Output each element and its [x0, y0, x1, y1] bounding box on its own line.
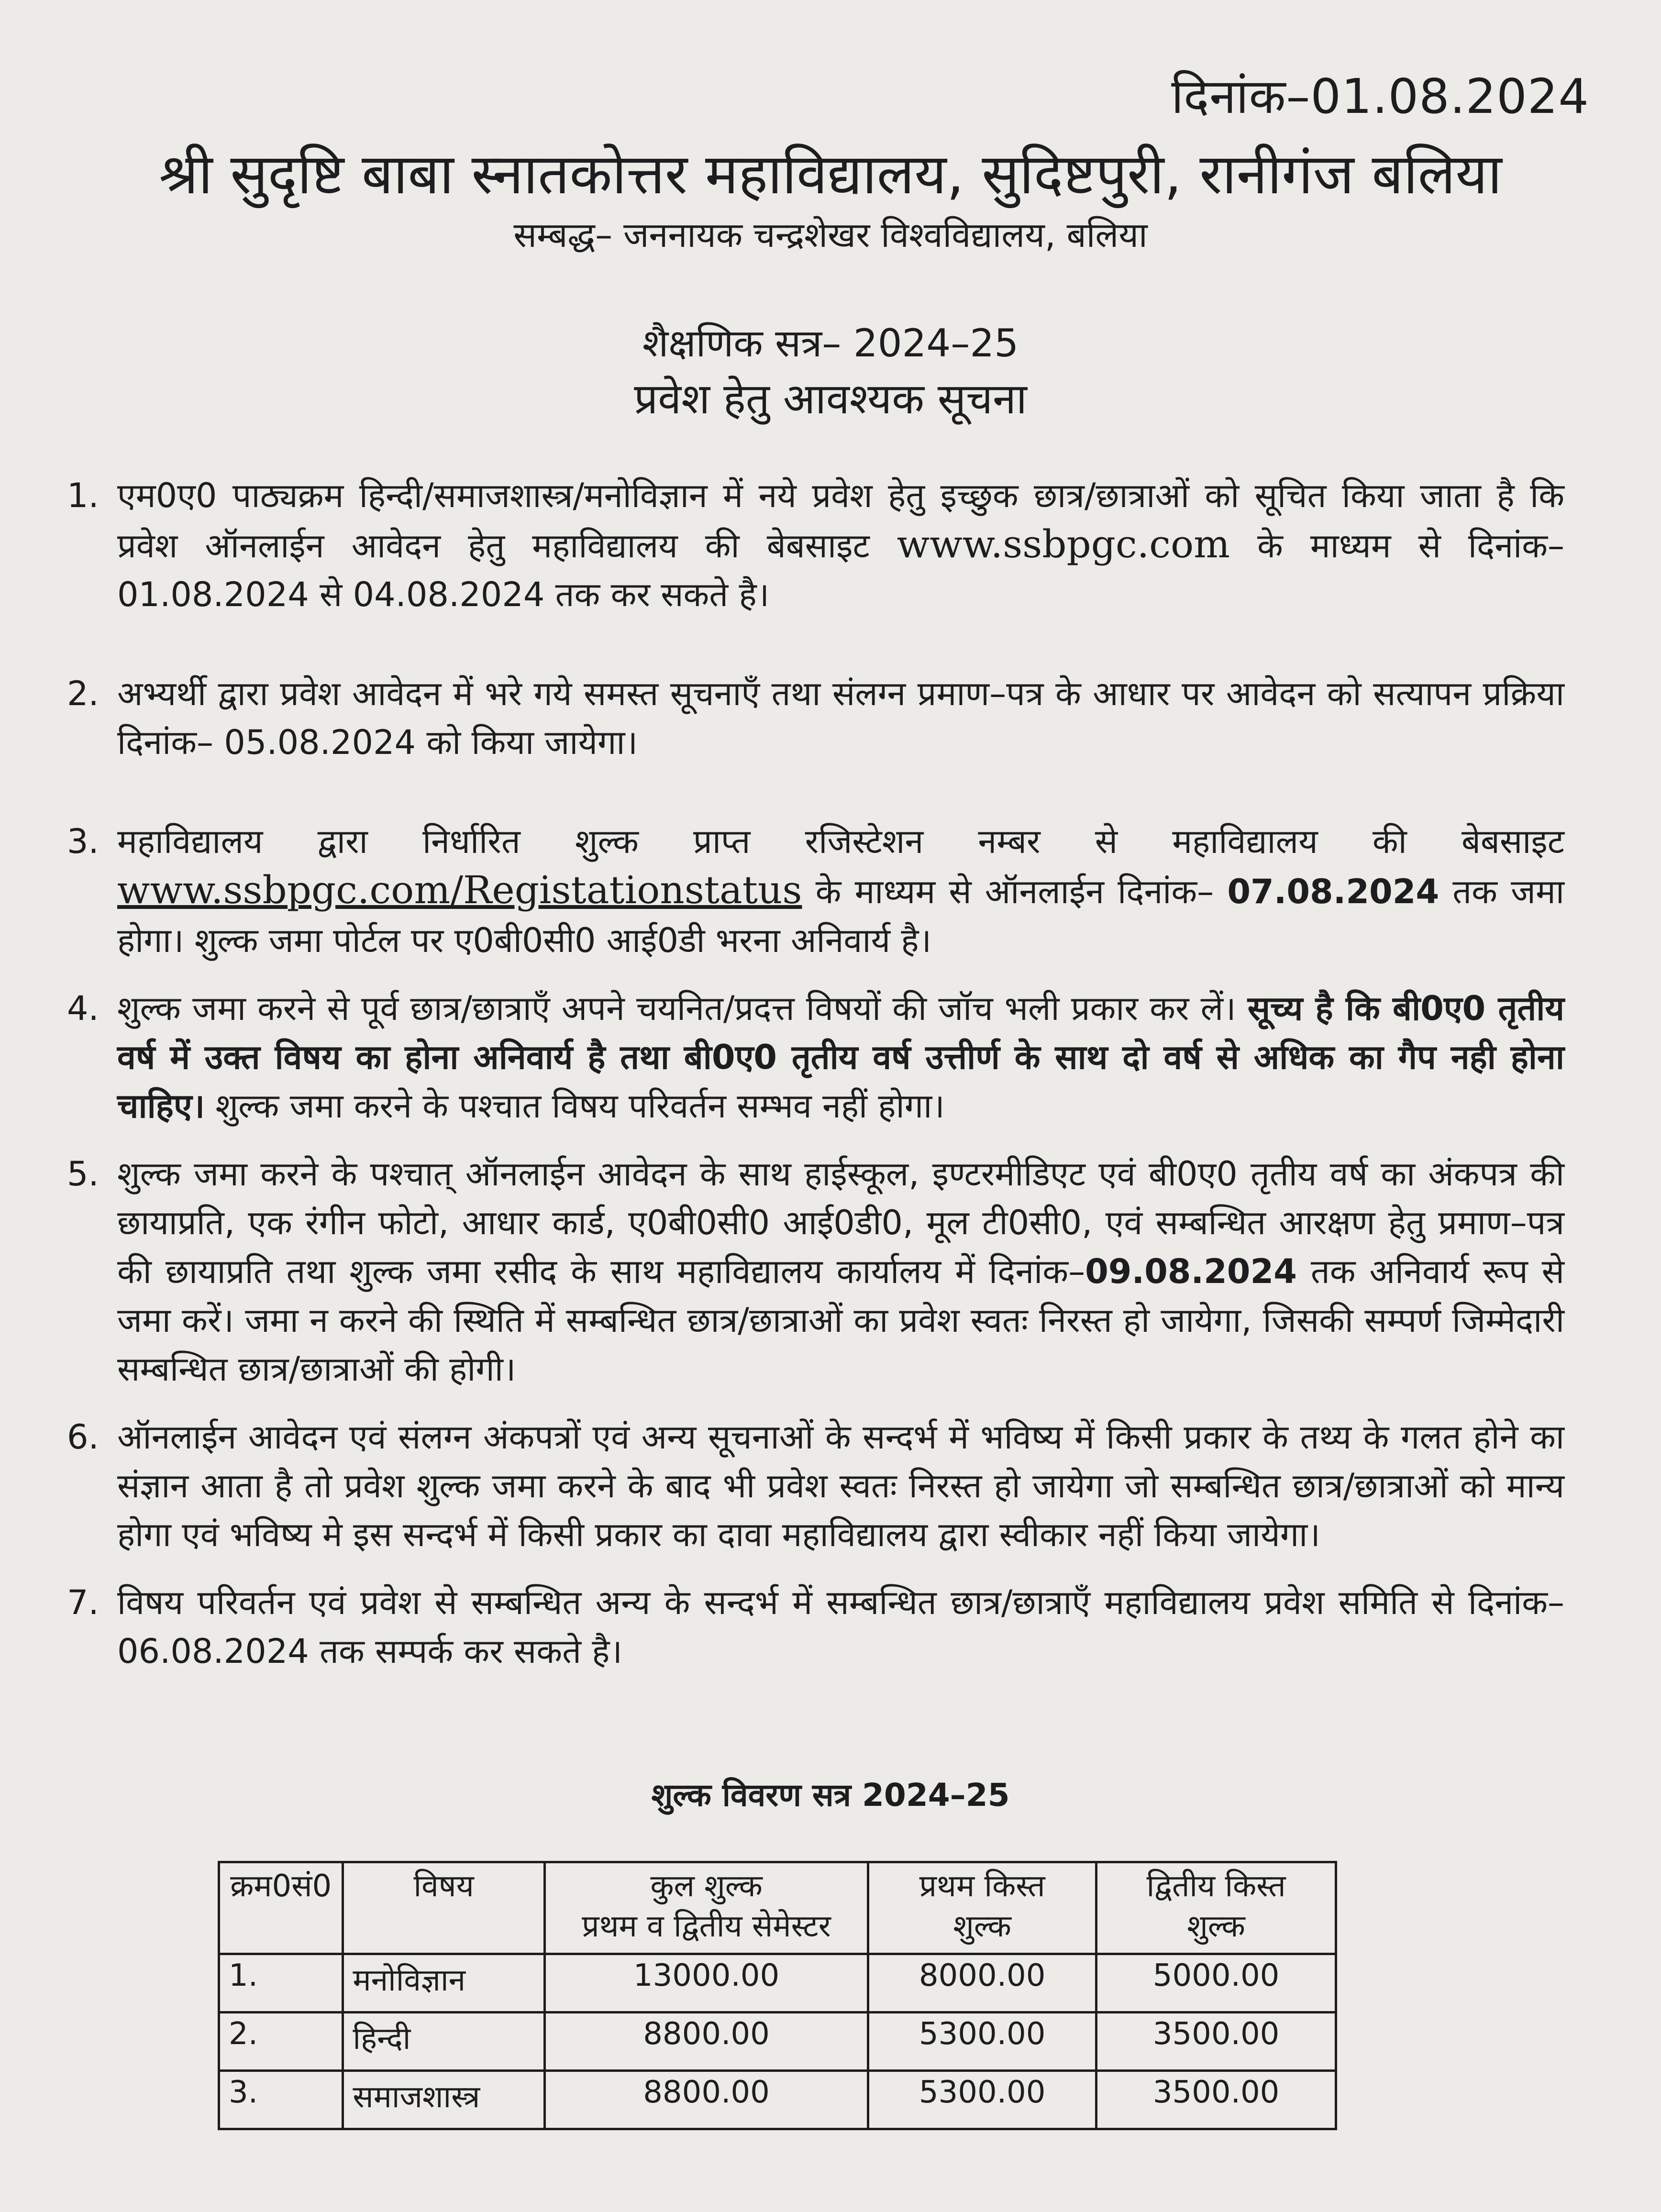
registration-status-link[interactable]: www.ssbpgc.com/Registationstatus	[117, 868, 802, 912]
item-text-part: शुल्क जमा करने से पूर्व छात्र/छात्राएँ अपने चयनित/प्रदत्त विषयों की जॉच भली प्रकार कर लें।	[117, 989, 1236, 1028]
notice-item-5	[67, 1150, 1564, 1394]
cell-second-installment: 3500.00	[1096, 2071, 1336, 2129]
cell-second-installment: 3500.00	[1096, 2013, 1336, 2071]
cell-serial: 3.	[219, 2071, 343, 2129]
notice-item-1	[67, 471, 1564, 619]
item-text-part: महाविद्यालय द्वारा निर्धारित शुल्क प्राप्त रजिस्टेशन नम्बर से महाविद्यालय की बेबसाइट	[117, 822, 1564, 861]
item-text-part: शुल्क जमा करने के पश्चात् ऑनलाईन आवेदन के साथ हाईस्कूल, इण्टरमीडिएट एवं बी0ए0 तृतीय वर्ष का अंकपत्र की छायाप्रति, एक रंगीन फोटो, आधार कार्ड, ए0बी0सी0 आई0डी0, मूल टी0सी0, एवं सम्बन्धित आरक्षण हेतु प्रमाण–पत्र की छायाप्रति तथा शुल्क जमा रसीद के साथ महाविद्यालय कार्यालय में दिनांक–	[117, 1154, 1564, 1291]
table-row	[219, 2013, 1336, 2071]
cell-second-installment: 5000.00	[1096, 1954, 1336, 2013]
cell-subject: हिन्दी	[343, 2013, 545, 2071]
item-text-part: तक अनिवार्य रूप से जमा करें। जमा न करने की स्थिति में सम्बन्धित छात्र/छात्राओं का प्रवेश स्वतः निरस्त हो जायेगा, जिसकी सम्पर्ण जिम्मेदारी सम्बन्धित छात्र/छात्राओं की होगी।	[117, 1252, 1564, 1389]
item-number: 6.	[67, 1417, 99, 1457]
academic-session: शैक्षणिक सत्र– 2024–25	[642, 321, 1019, 365]
cell-total-fee: 8800.00	[544, 2013, 868, 2071]
item-text	[117, 471, 1564, 619]
item-text: विषय परिवर्तन एवं प्रवेश से सम्बन्धित अन्य के सन्दर्भ में सम्बन्धित छात्र/छात्राएँ महाविद्यालय प्रवेश समिति से दिनांक– 06.08.2024 तक सम्पर्क कर सकते है।	[117, 1583, 1564, 1671]
header-line: शुल्क	[953, 1909, 1011, 1944]
item-text: अभ्यर्थी द्वारा प्रवेश आवेदन में भरे गये समस्त सूचनाएँ तथा संलग्न प्रमाण–पत्र के आधार पर आवेदन को सत्यापन प्रक्रिया दिनांक– 05.08.2024 को किया जायेगा।	[117, 674, 1564, 762]
item-text	[117, 984, 1564, 1130]
notice-heading: प्रवेश हेतु आवश्यक सूचना	[634, 374, 1027, 423]
item-text: ऑनलाईन आवेदन एवं संलग्न अंकपत्रों एवं अन्य सूचनाओं के सन्दर्भ में भविष्य में किसी प्रकार के तथ्य के गलत होने का संज्ञान आता है तो प्रवेश शुल्क जमा करने के बाद भी प्रवेश स्वतः निरस्त हो जायेगा जो सम्बन्धित छात्र/छात्राओं को मान्य होगा एवं भविष्य मे इस सन्दर्भ में किसी प्रकार का दावा महाविद्यालय द्वारा स्वीकार नहीं किया जायेगा।	[117, 1417, 1564, 1554]
header-line: द्वितीय किस्त	[1146, 1869, 1286, 1904]
header-line: प्रथम व द्वितीय सेमेस्टर	[582, 1909, 831, 1944]
item-text-part: तक जमा होगा। शुल्क जमा पोर्टल पर ए0बी0सी0 आई0डी भरना अनिवार्य है।	[117, 872, 1564, 960]
item-text	[117, 1150, 1564, 1394]
item-text-part: एम0ए0 पाठ्यक्रम हिन्दी/समाजशास्त्र/मनोविज्ञान में नये प्रवेश हेतु इच्छुक छात्र/छात्राओं को सूचित किया जाता है कि प्रवेश ऑनलाईन आवेदन हेतु महाविद्यालय की बेबसाइट	[117, 476, 1564, 565]
fee-table-title: शुल्क विवरण सत्र 2024–25	[651, 1777, 1010, 1814]
cell-first-installment: 8000.00	[868, 1954, 1096, 2013]
header-line: शुल्क	[1187, 1909, 1245, 1944]
item-text-part: शुल्क जमा करने के पश्चात विषय परिवर्तन सम्भव नहीं होगा।	[215, 1086, 945, 1126]
cell-subject: मनोविज्ञान	[343, 1954, 545, 2013]
header-first-installment	[868, 1862, 1096, 1954]
cell-first-installment: 5300.00	[868, 2013, 1096, 2071]
fee-deadline-date: 07.08.2024	[1227, 872, 1440, 911]
affiliation-line: सम्बद्ध– जननायक चन्द्रशेखर विश्वविद्यालय, बलिया	[513, 215, 1148, 255]
notice-item-3	[67, 817, 1564, 965]
notice-date: दिनांक–01.08.2024	[1171, 68, 1589, 124]
table-row	[219, 2071, 1336, 2129]
cell-first-installment: 5300.00	[868, 2071, 1096, 2129]
bold-notice: सूच्य है कि बी0ए0 तृतीय वर्ष में उक्त विषय का होना अनिवार्य है तथा बी0ए0 तृतीय वर्ष उत्तीर्ण के साथ दो वर्ष से अधिक का गैप नही होना चाहिए।	[117, 989, 1564, 1126]
header-total-fee	[544, 1862, 868, 1954]
notice-item-4	[67, 984, 1564, 1130]
fee-table-header-row	[219, 1862, 1336, 1954]
header-line: कुल शुल्क	[650, 1869, 763, 1904]
header-serial: क्रम0सं0	[219, 1862, 343, 1954]
item-number: 4.	[67, 989, 99, 1028]
college-name: श्री सुदृष्टि बाबा स्नातकोत्तर महाविद्यालय, सुदिष्टपुरी, रानीगंज बलिया	[159, 142, 1502, 207]
item-text	[117, 817, 1564, 965]
cell-subject: समाजशास्त्र	[343, 2071, 545, 2129]
notice-item-2	[67, 669, 1564, 767]
item-number: 1.	[67, 476, 99, 515]
notice-item-6	[67, 1413, 1564, 1559]
cell-total-fee: 8800.00	[544, 2071, 868, 2129]
header-subject: विषय	[343, 1862, 545, 1954]
item-text-part: के माध्यम से दिनांक– 01.08.2024 से 04.08.2024 तक कर सकते है।	[117, 526, 1564, 614]
cell-serial: 2.	[219, 2013, 343, 2071]
item-number: 7.	[67, 1583, 99, 1622]
table-row	[219, 1954, 1336, 2013]
header-line: प्रथम किस्त	[919, 1869, 1045, 1904]
cell-serial: 1.	[219, 1954, 343, 2013]
item-number: 3.	[67, 822, 99, 861]
item-number: 2.	[67, 674, 99, 713]
notice-item-7	[67, 1578, 1564, 1676]
header-second-installment	[1096, 1862, 1336, 1954]
website-link[interactable]: www.ssbpgc.com	[897, 522, 1230, 566]
fee-table	[218, 1861, 1337, 2130]
document-deadline-date: 09.08.2024	[1085, 1252, 1297, 1291]
notice-items	[67, 471, 1564, 1695]
item-text-part: के माध्यम से ऑनलाईन दिनांक–	[815, 872, 1214, 911]
item-number: 5.	[67, 1154, 99, 1194]
cell-total-fee: 13000.00	[544, 1954, 868, 2013]
